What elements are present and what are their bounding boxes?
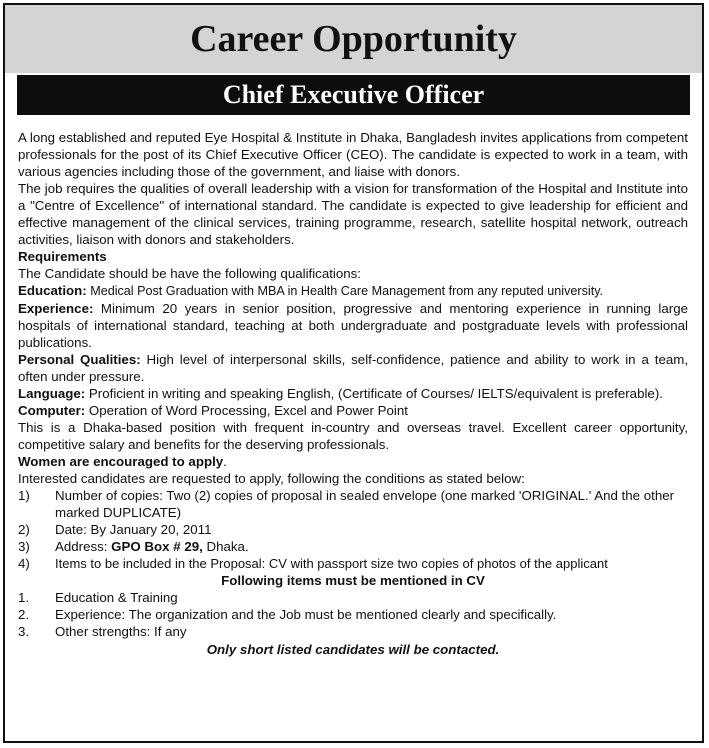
women-note <box>18 453 688 470</box>
page-title: Career Opportunity <box>190 18 517 60</box>
condition-number: 3) <box>18 539 30 554</box>
condition-number: 4) <box>18 556 30 571</box>
requirement-text: Operation of Word Processing, Excel and Power Point <box>85 403 408 418</box>
address-city: Dhaka. <box>202 539 249 554</box>
condition-text: Date: By January 20, 2011 <box>55 522 212 537</box>
condition-text: Number of copies: Two (2) copies of proposal in sealed envelope (one marked 'ORIGINAL.' And the other marked DUPLICATE) <box>55 488 675 520</box>
condition-item <box>18 555 688 572</box>
cv-item <box>18 623 688 640</box>
apply-lead: Interested candidates are requested to apply, following the conditions as stated below: <box>18 471 525 486</box>
intro-paragraph: The job requires the qualities of overall leadership with a vision for transformation of the Hospital and Institute into a "Centre of Excellence" of international standard. The candidate is expected to give leadership for efficient and effective management of the clinical services, training programme, research, satellite hospital network, outreach activities, liaison with donors and stakeholders. <box>18 181 688 247</box>
requirement-computer <box>18 402 688 419</box>
cv-item <box>18 606 688 623</box>
condition-item <box>18 487 688 521</box>
title-banner <box>5 5 702 73</box>
condition-text: Items to be included in the Proposal: CV with passport size two copies of photos of the applicant <box>55 556 608 571</box>
requirement-text: Proficient in writing and speaking English, (Certificate of Courses/ IELTS/equivalent is preferable). <box>85 386 663 401</box>
cv-item-number: 1. <box>18 590 30 605</box>
requirement-language <box>18 385 688 402</box>
condition-item <box>18 521 688 538</box>
requirements-lead: The Candidate should be have the following qualifications: <box>18 266 361 281</box>
requirement-experience <box>18 300 688 351</box>
intro-paragraph: A long established and reputed Eye Hospital & Institute in Dhaka, Bangladesh invites applications from competent professionals for the post of its Chief Executive Officer (CEO). The candidate is expected to work in a team, with various agencies including those of the government, and liaise with donors. <box>18 130 688 179</box>
condition-text <box>55 538 688 555</box>
requirement-label: Education: <box>18 283 87 298</box>
requirement-label: Language: <box>18 386 86 401</box>
requirement-text: High level of interpersonal skills, self-confidence, patience and ability to work in a team, often under pressure. <box>18 352 689 384</box>
address-label: Address: <box>55 539 112 554</box>
requirement-label: Computer: <box>18 403 86 418</box>
position-title: Chief Executive Officer <box>222 80 485 109</box>
women-note-bold: Women are encouraged to apply <box>18 454 224 469</box>
location-paragraph: This is a Dhaka-based position with frequent in-country and overseas travel. Excellent career opportunity, competitive salary and benefits for the deserving professionals. <box>18 420 688 452</box>
condition-number: 2) <box>18 522 30 537</box>
requirement-label: Experience: <box>18 301 94 316</box>
footer-note: Only short listed candidates will be contacted. <box>206 642 500 657</box>
requirement-education <box>18 282 688 300</box>
position-banner <box>17 75 690 115</box>
ad-body <box>18 129 688 658</box>
requirements-heading: Requirements <box>18 249 107 264</box>
condition-item <box>18 538 688 555</box>
cv-item-text: Education & Training <box>55 590 178 605</box>
requirement-text: Medical Post Graduation with MBA in Health Care Management from any reputed university. <box>86 284 604 298</box>
requirement-text: Minimum 20 years in senior position, progressive and mentoring experience in running large hospitals of international standard, teaching at both undergraduate and postgraduate levels with professional publications. <box>18 301 688 350</box>
women-note-period: . <box>223 454 227 469</box>
cv-heading: Following items must be mentioned in CV <box>221 573 485 588</box>
address-box: GPO Box # 29, <box>111 539 203 554</box>
cv-item-number: 2. <box>18 607 30 622</box>
requirement-personal-qualities <box>18 351 688 385</box>
cv-item-number: 3. <box>18 624 30 639</box>
cv-item <box>18 589 688 606</box>
condition-number: 1) <box>18 488 30 503</box>
job-advertisement <box>3 3 704 743</box>
requirement-label: Personal Qualities: <box>18 352 141 367</box>
cv-item-text: Experience: The organization and the Job must be mentioned clearly and specifically. <box>55 607 557 622</box>
cv-item-text: Other strengths: If any <box>55 624 187 639</box>
